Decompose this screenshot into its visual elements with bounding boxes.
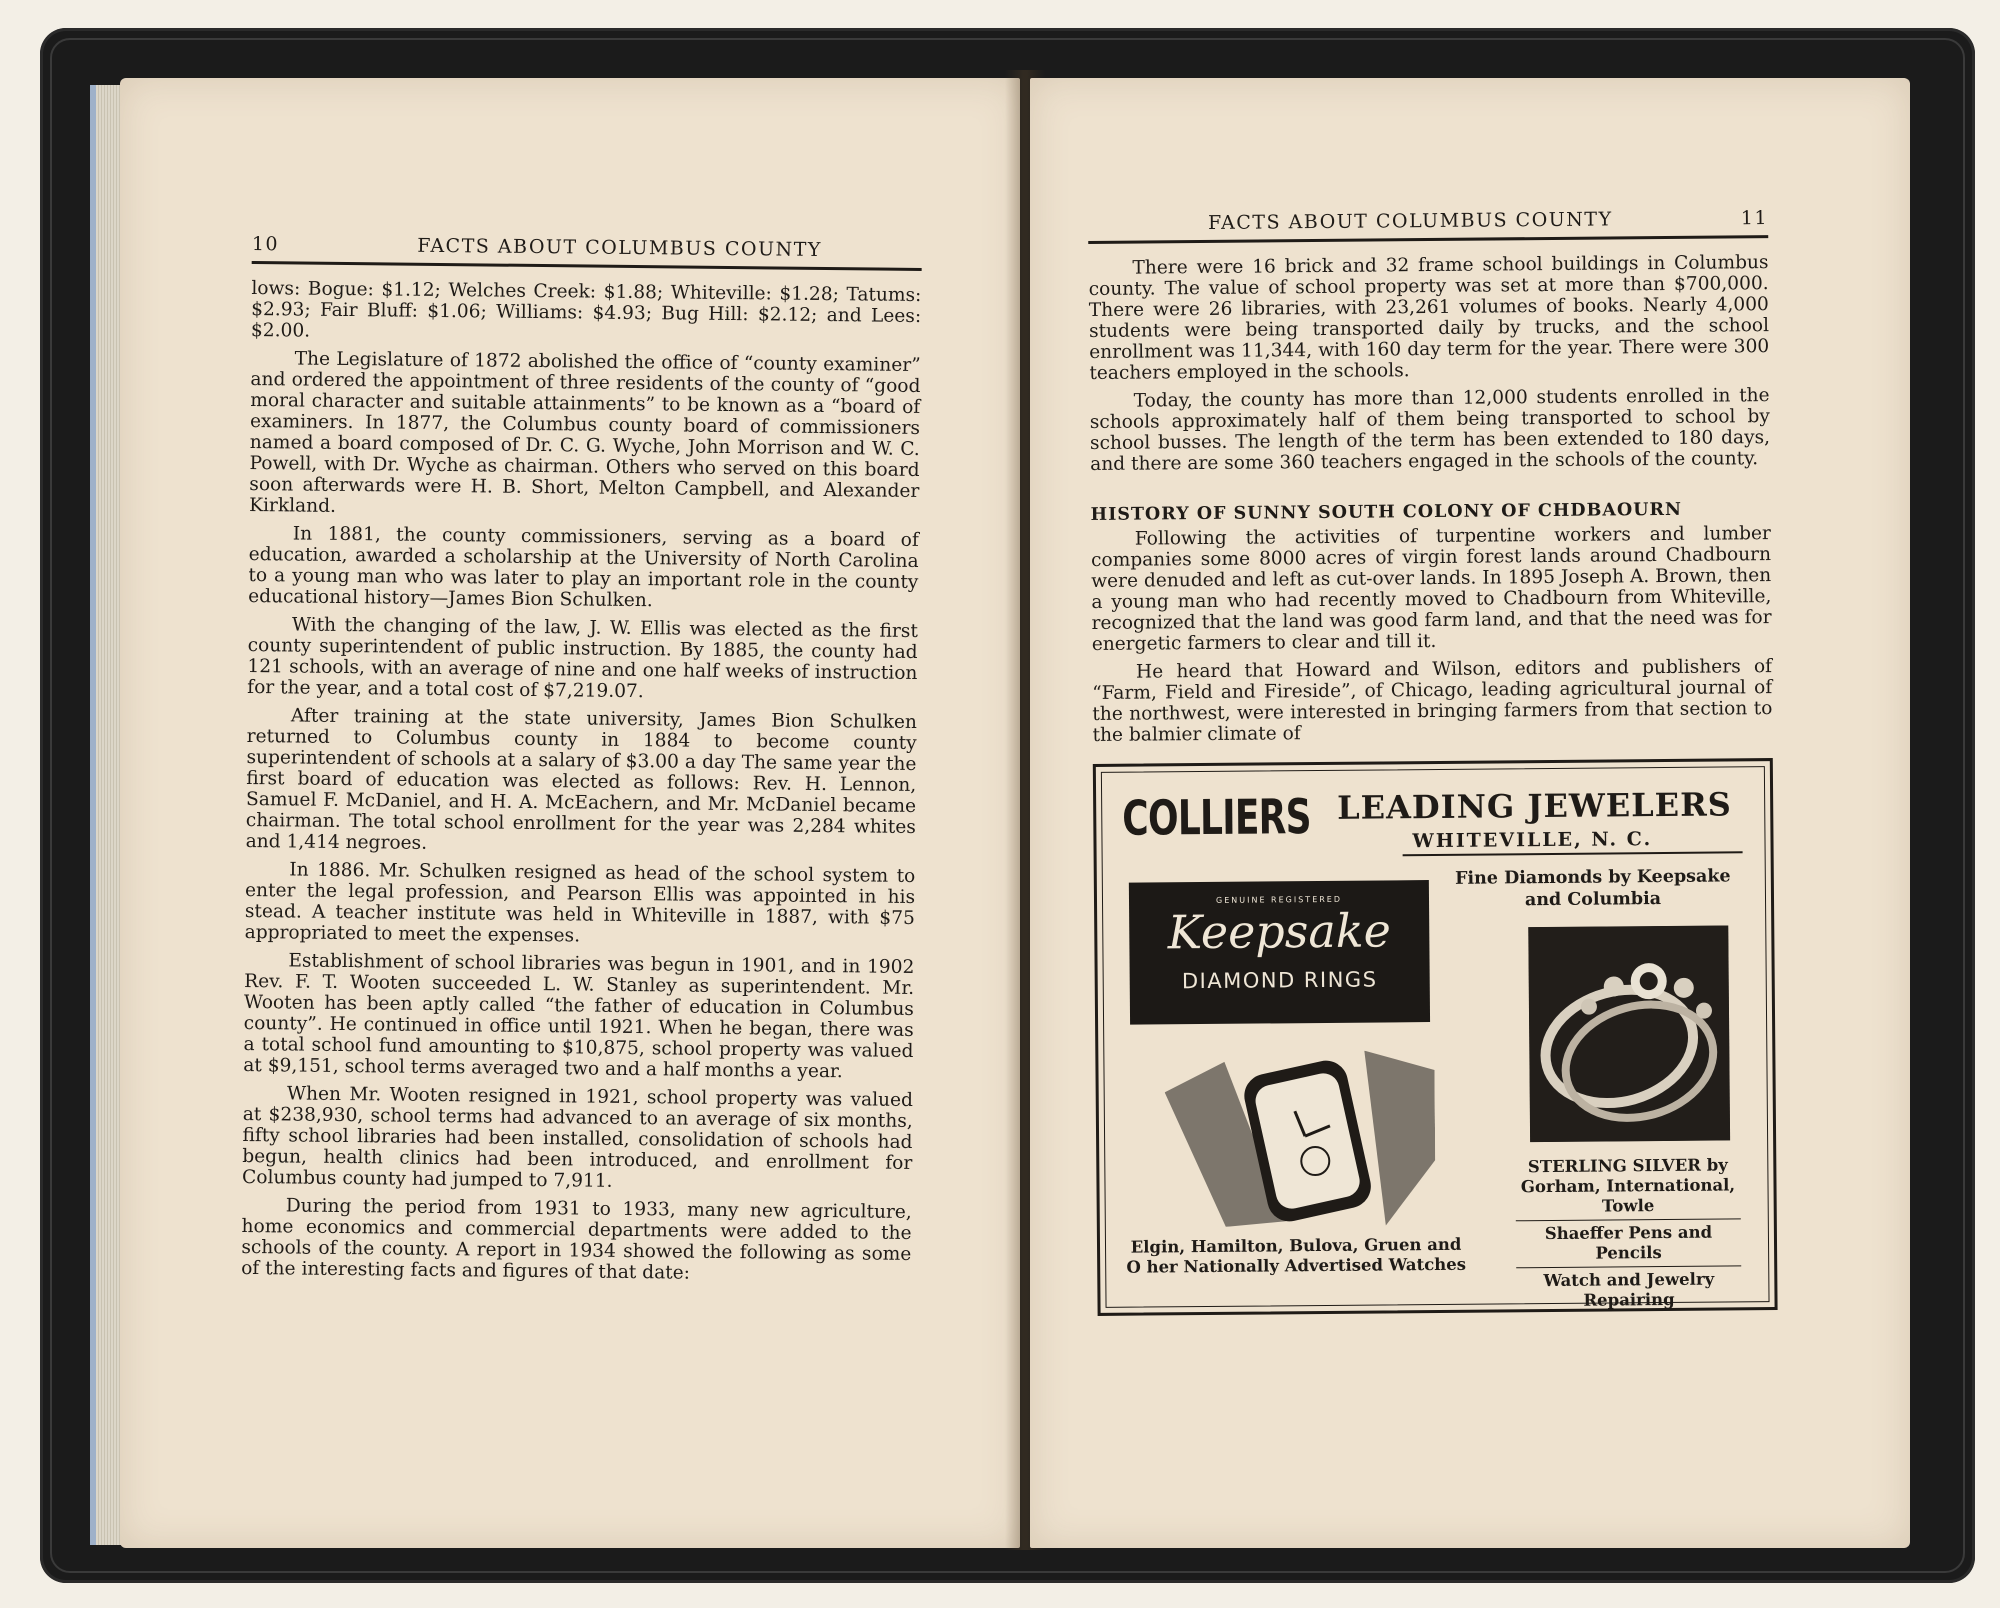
paragraph: There were 16 brick and 32 frame school buildings in Columbus county. The value of school property was set at more than $700,000. There were 26 libraries, with 23,261 volumes of books. Nearly 4,000 students were being transported daily by trucks, and the school enrollment was 11,344, with 160 day term for the year. There were 300 teachers employed in the schools. [1088,252,1770,384]
paragraph: In 1886. Mr. Schulken resigned as head of the school system to enter the legal profession, and Pearson Ellis was appointed in his stead. A teacher institute was held in Whiteville in 1887, with $75 appropriated to meet the expenses. [244,859,916,947]
keepsake-name: Keepsake [1167,903,1392,960]
left-body-text [241,278,921,1286]
fine-diamonds-text: Fine Diamonds by Keepsake and Columbia [1454,866,1731,911]
right-running-head [1088,207,1768,244]
left-running-head [252,233,922,271]
ad-city: WHITEVILLE, N. C. [1402,827,1742,856]
right-body-text [1088,252,1772,746]
right-running-title: FACTS ABOUT COLUMBUS COUNTY [1207,208,1613,234]
right-page-content [1088,207,1778,1316]
paragraph: When Mr. Wooten resigned in 1921, school property was valued at $238,930, school terms had advanced to an average of six months, fifty school libraries had been installed, consolidation of schools had begun, health clinics had been introduced, and enrollment for Columbus county had jumped to 7,911. [241,1083,914,1192]
left-page [120,78,1020,1548]
right-page-number: 11 [1740,207,1769,230]
watch-icon [1164,1050,1436,1227]
left-page-content [241,233,922,1293]
rings-illustration [1528,925,1730,1142]
paragraph: Today, the county has more than 12,000 students enrolled in the schools approximately half of them being transported to school by school busses. The length of the term has been extended to 180 days, and there are some 360 teachers engaged in the schools of the county. [1089,385,1771,475]
paragraph: Following the activities of turpentine workers and lumber companies some 8000 acres of virgin forest lands around Chadbourn were denuded and left as cut-over lands. In 1895 Joseph A. Brown, then a young man who had recently moved to Chadbourn from Whiteville, recognized that the land was good farm land, and that the need was for energetic farmers to clear and till it. [1090,523,1772,655]
watch-illustration [1164,1050,1436,1227]
list-item: Shaeffer Pens and Pencils [1516,1218,1741,1267]
list-item: STERLING SILVER by Gorham, International, Towle [1520,1155,1736,1216]
rings-icon [1528,925,1730,1142]
ad-brand: COLLIERS [1122,789,1312,847]
paragraph: With the changing of the law, J. W. Ellis was elected as the first county superintendent of public instruction. By 1885, the county had 121 schools, with an average of nine and one half weeks of instruction for the year, and a total cost of $7,219.07. [247,614,918,703]
paragraph: lows: Bogue: $1.12; Welches Creek: $1.88; Whiteville: $1.28; Tatums: $2.93; Fair Bluff: $1.06; Williams: $4.93; Bug Hill: $2.12; and Lees: $2.00. [250,277,922,342]
paragraph: The Legislature of 1872 abolished the office of “county examiner” and ordered the appointment of three residents of the county of “good moral character and suitable attainments” to be known as a “board of examiners. In 1877, the Columbus county board of commissioners named a board composed of Dr. C. G. Wyche, John Morrison and W. C. Powell, with Dr. Wyche as chairman. Others who served on this board soon afterwards were H. B. Short, Melton Campbell, and Alexander Kirkland. [249,348,921,517]
watches-text: Elgin, Hamilton, Bulova, Gruen and O her Nationally Advertised Watches [1126,1234,1467,1277]
paragraph: During the period from 1931 to 1933, many new agriculture, home economics and commercial departments were added to the schools of the county. A report in 1934 showed the following as some of the interesting facts and figures of that date: [241,1195,912,1284]
paragraph: After training at the state university, James Bion Schulken returned to Columbus county in 1884 to become county superintendent of schools at a salary of $3.00 a day The same year the first board of education was elected as follows: Rev. H. Lennon, Samuel F. McDaniel, and H. A. McEachern, and Mr. McDaniel became chairman. The total school enrollment for the year was 2,284 whites and 1,414 negroes. [245,705,918,854]
ad-tagline: LEADING JEWELERS [1337,785,1732,827]
keepsake-sub: DIAMOND RINGS [1181,967,1378,994]
ad-services-list [1515,1152,1741,1314]
paragraph: He heard that Howard and Wilson, editors and publishers of “Farm, Field and Fireside”, of Chicago, leading agricultural journal of the northwest, were interested in bringing farmers from that section to the balmier climate of [1092,656,1773,746]
jewelers-advertisement [1093,758,1778,1316]
right-page [1030,78,1910,1548]
list-item: Watch and Jewelry Repairing [1516,1265,1741,1314]
keepsake-logo-box [1129,880,1430,1025]
keepsake-small-text: GENUINE REGISTERED [1215,894,1343,905]
left-running-title: FACTS ABOUT COLUMBUS COUNTY [417,234,822,261]
section-heading: HISTORY OF SUNNY SOUTH COLONY OF CHDBAOURN [1090,499,1683,525]
ad-inner-frame [1101,766,1770,1308]
left-page-number: 10 [251,233,280,256]
paragraph: In 1881, the county commissioners, serving as a board of education, awarded a scholarship at the University of North Carolina to a young man who was later to play an important role in the county educational history—James Bion Schulken. [248,523,919,612]
paragraph: Establishment of school libraries was begun in 1901, and in 1902 Rev. F. T. Wooten succeeded L. W. Stanley as superintendent. Mr. Wooten has been aptly called “the father of education in Columbus county”. He continued in office until 1921. When he began, there was a total school fund amounting to $10,875, school property was valued at $9,151, school terms averaged two and a half months a year. [243,950,915,1083]
